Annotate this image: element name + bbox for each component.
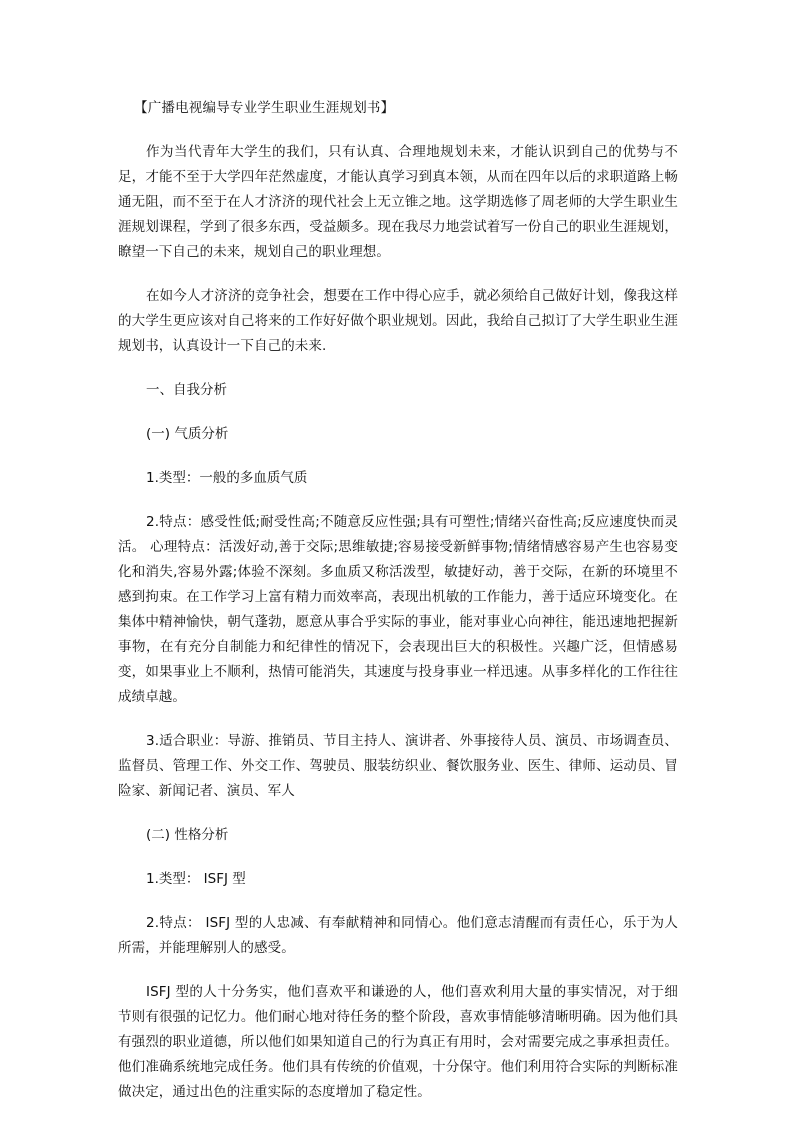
temperament-traits-paragraph: 2.特点：感受性低;耐受性高;不随意反应性强;具有可塑性;情绪兴奋性高;反应速度快而灵活。 心理特点：活泼好动,善于交际;思维敏捷;容易接受新鲜事物;情绪情感容易产生也容易变化和消失,容易外露;体验不深刻。多血质又称活泼型，敏捷好动，善于交际，在新的环境里不感到拘束。在工作学习上富有精力而效率高，表现出机敏的工作能力，善于适应环境变化。在集体中精神愉快，朝气蓬勃，愿意从事合乎实际的事业，能对事业心向神往，能迅速地把握新事物，在有充分自制能力和纪律性的情况下，会表现出巨大的积极性。兴趣广泛，但情感易变，如果事业上不顺利，热情可能消失，其速度与投身事业一样迅速。从事多样化的工作往往成绩卓越。 (118, 514, 678, 705)
suitable-jobs-paragraph: 3.适合职业：导游、推销员、节目主持人、演讲者、外事接待人员、演员、市场调查员、监督员、管理工作、外交工作、驾驶员、服装纺织业、餐饮服务业、医生、律师、运动员、冒险家、新闻记者、演员、军人 (118, 733, 678, 799)
subsection-heading-temperament: (一) 气质分析 (146, 426, 229, 442)
intro-paragraph-1: 作为当代青年大学生的我们，只有认真、合理地规划未来，才能认识到自己的优势与不足，才能不至于大学四年茫然虚度，才能认真学习到真本领，从而在四年以后的求职道路上畅通无阻，而不至于在人才济济的现代社会上无立锥之地。这学期选修了周老师的大学生职业生涯规划课程，学到了很多东西，受益颇多。现在我尽力地尝试着写一份自己的职业生涯规划，瞭望一下自己的未来，规划自己的职业理想。 (118, 144, 678, 260)
temperament-type: 1.类型：一般的多血质气质 (146, 470, 308, 486)
personality-type: 1.类型： ISFJ 型 (146, 871, 246, 887)
subsection-heading-personality: (二) 性格分析 (146, 827, 229, 843)
document-title: 【广播电视编导专业学生职业生涯规划书】 (134, 100, 395, 116)
personality-description-paragraph: ISFJ 型的人十分务实，他们喜欢平和谦逊的人，他们喜欢利用大量的事实情况，对于细节则有很强的记忆力。他们耐心地对待任务的整个阶段，喜欢事情能够清晰明确。因为他们具有强烈的职业道德，所以他们如果知道自己的行为真正有用时，会对需要完成之事承担责任。他们准确系统地完成任务。他们具有传统的价值观，十分保守。他们利用符合实际的判断标准做决定，通过出色的注重实际的态度增加了稳定性。 (118, 984, 678, 1100)
document-page (118, 96, 678, 1124)
intro-paragraph-2: 在如今人才济济的竞争社会，想要在工作中得心应手，就必须给自己做好计划，像我这样的大学生更应该对自己将来的工作好好做个职业规划。因此，我给自己拟订了大学生职业生涯规划书，认真设计一下自己的未来. (118, 288, 678, 354)
section-heading-self-analysis: 一、自我分析 (146, 382, 227, 398)
personality-traits-paragraph: 2.特点： ISFJ 型的人忠减、有奉献精神和同情心。他们意志清醒而有责任心，乐于为人所需，并能理解别人的感受。 (118, 915, 678, 956)
